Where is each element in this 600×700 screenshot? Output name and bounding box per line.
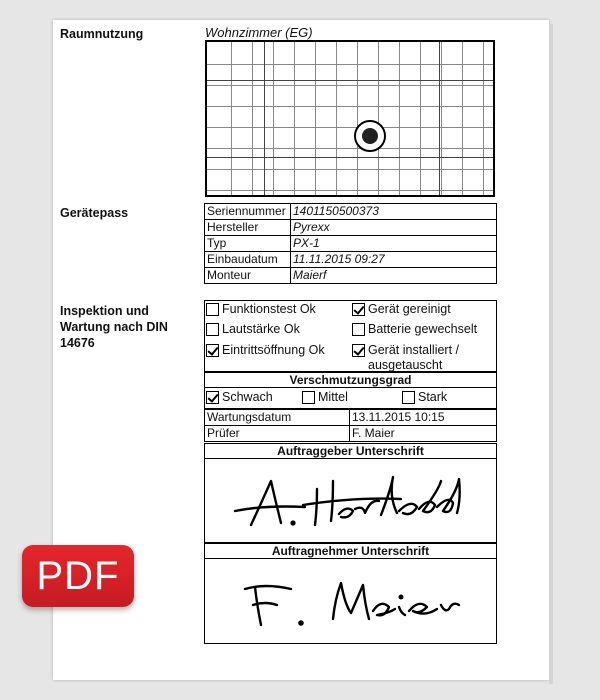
check-label: Batterie gewechselt — [368, 322, 478, 336]
geraetepass-table — [204, 203, 497, 284]
table-key: Monteur — [205, 268, 291, 284]
checkbox[interactable] — [206, 344, 219, 357]
table-key: Hersteller — [205, 220, 291, 236]
inspektion-label — [60, 303, 168, 351]
table-key: Seriennummer — [205, 204, 291, 220]
raumnutzung-label: Raumnutzung — [60, 27, 144, 41]
table-value: Pyrexx — [291, 220, 497, 236]
table-row — [205, 236, 497, 252]
pruefer-label: Prüfer — [205, 426, 350, 442]
checkbox[interactable] — [402, 391, 415, 404]
plan-wall-line — [207, 80, 493, 81]
wartungsdatum-value: 13.11.2015 10:15 — [350, 410, 497, 426]
page-shadow-edge — [549, 24, 553, 684]
auftraggeber-signature-box — [204, 458, 497, 543]
pruefer-value: F. Maier — [350, 426, 497, 442]
option-schwach[interactable] — [206, 390, 273, 405]
checkbox[interactable] — [206, 391, 219, 404]
checkbox[interactable] — [206, 323, 219, 336]
wartungsdatum-label: Wartungsdatum — [205, 410, 350, 426]
table-row — [205, 268, 497, 284]
check-label-line: ausgetauscht — [368, 358, 443, 372]
floor-plan-grid — [205, 40, 495, 197]
option-label: Schwach — [222, 390, 273, 404]
smoke-detector-dot — [362, 128, 378, 144]
option-stark[interactable] — [402, 390, 447, 405]
option-label: Stark — [418, 390, 448, 404]
auftraggeber-signature — [205, 459, 496, 542]
table-value: Maierf — [291, 268, 497, 284]
checkbox[interactable] — [352, 323, 365, 336]
auftragnehmer-signature — [205, 559, 496, 643]
table-key: Einbaudatum — [205, 252, 291, 268]
check-geraet-gereinigt[interactable] — [352, 302, 451, 317]
option-label: Mittel — [318, 390, 348, 404]
inspektion-label-line: Wartung nach DIN — [60, 320, 168, 334]
verschmutzungsgrad-title: Verschmutzungsgrad — [204, 372, 497, 388]
check-label — [368, 343, 459, 373]
check-label: Lautstärke Ok — [222, 322, 300, 336]
check-label: Funktionstest Ok — [222, 302, 316, 316]
table-row — [205, 410, 497, 426]
geraetepass-label: Gerätepass — [60, 206, 129, 220]
check-geraet-installiert[interactable] — [352, 343, 459, 373]
auftragnehmer-title: Auftragnehmer Unterschrift — [204, 543, 497, 559]
check-label-line: Gerät installiert / — [368, 343, 460, 357]
checkbox[interactable] — [352, 344, 365, 357]
pdf-badge[interactable]: PDF — [22, 545, 134, 607]
wartung-table — [204, 409, 497, 442]
table-row — [205, 204, 497, 220]
table-value: 1401150500373 — [291, 204, 497, 220]
check-eintrittsoeffnung[interactable] — [206, 343, 325, 358]
checkbox[interactable] — [302, 391, 315, 404]
table-value: 11.11.2015 09:27 — [291, 252, 497, 268]
check-label: Eintrittsöffnung Ok — [222, 343, 325, 357]
auftraggeber-title: Auftraggeber Unterschrift — [204, 443, 497, 459]
check-batterie[interactable] — [352, 322, 477, 337]
table-row — [205, 426, 497, 442]
inspektion-label-line: 14676 — [60, 336, 95, 350]
smoke-detector-marker — [354, 120, 386, 152]
checkbox[interactable] — [206, 303, 219, 316]
auftragnehmer-signature-box — [204, 558, 497, 644]
check-funktionstest[interactable] — [206, 302, 316, 317]
table-row — [205, 220, 497, 236]
plan-wall-line — [264, 42, 265, 195]
plan-wall-line — [439, 42, 440, 195]
check-lautstaerke[interactable] — [206, 322, 300, 337]
checkbox[interactable] — [352, 303, 365, 316]
table-key: Typ — [205, 236, 291, 252]
raumnutzung-value: Wohnzimmer (EG) — [205, 25, 313, 40]
check-label: Gerät gereinigt — [368, 302, 451, 316]
option-mittel[interactable] — [302, 390, 348, 405]
table-value: PX-1 — [291, 236, 497, 252]
inspektion-label-line: Inspektion und — [60, 304, 149, 318]
table-row — [205, 252, 497, 268]
plan-wall-line — [207, 157, 493, 158]
